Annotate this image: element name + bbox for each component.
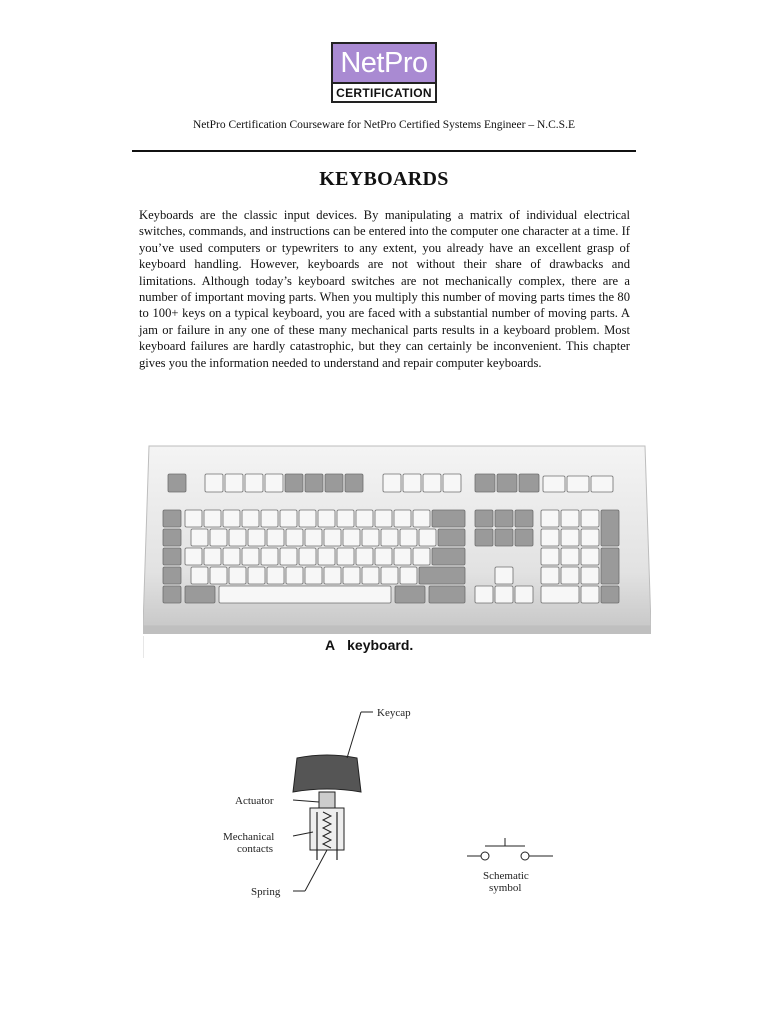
key xyxy=(561,548,579,565)
key xyxy=(400,529,417,546)
key xyxy=(581,548,599,565)
actuator-shape xyxy=(319,792,335,808)
key xyxy=(185,586,215,603)
key xyxy=(561,510,579,527)
label-actuator: Actuator xyxy=(235,795,274,807)
key xyxy=(601,510,619,546)
key xyxy=(362,529,379,546)
key xyxy=(581,510,599,527)
key xyxy=(561,567,579,584)
key xyxy=(325,474,343,492)
key xyxy=(285,474,303,492)
key xyxy=(225,474,243,492)
key xyxy=(229,529,246,546)
key xyxy=(375,510,392,527)
key xyxy=(601,586,619,603)
key xyxy=(591,476,613,492)
key xyxy=(343,567,360,584)
key xyxy=(475,510,493,527)
key xyxy=(403,474,421,492)
key xyxy=(242,510,259,527)
key xyxy=(541,567,559,584)
key xyxy=(324,567,341,584)
key xyxy=(423,474,441,492)
key xyxy=(356,510,373,527)
key xyxy=(337,510,354,527)
label-spring: Spring xyxy=(251,886,281,898)
keyboard-figure xyxy=(143,440,651,658)
key xyxy=(223,510,240,527)
keycap-shape xyxy=(293,755,361,792)
key xyxy=(381,567,398,584)
intro-paragraph: Keyboards are the classic input devices. By manipulating a matrix of individual electrical switches, commands, and instructions can be entered into the computer one character at a time. If you’ve used computers or typewriters to any extent, you already have an excellent grasp of keyboard handling. However, keyboards are not without their share of drawbacks and limitations. Although today’s keyboard switches are not mechanically complex, there are a number of important moving parts. When you multiply this number of moving parts times the 80 to 100+ keys on a typical keyboard, you are faced with a substantial number of moving parts. A jam or failure in any one of these many mechanical parts results in a keyboard problem. Most keyboard failures are hardly catastrophic, but they can certainly be inconvenient. This chapter gives you the information needed to understand and repair computer keyboards. xyxy=(139,208,630,370)
label-contacts: contacts xyxy=(237,843,274,855)
key xyxy=(515,510,533,527)
key xyxy=(581,586,599,603)
key xyxy=(261,548,278,565)
key xyxy=(543,476,565,492)
label-mechanical: Mechanical xyxy=(223,831,275,843)
key xyxy=(413,510,430,527)
key xyxy=(432,548,465,565)
header-divider xyxy=(132,150,636,152)
key xyxy=(413,548,430,565)
logo-subtitle: CERTIFICATION xyxy=(336,86,432,100)
caption-letter: A xyxy=(325,637,336,653)
key xyxy=(475,529,493,546)
key xyxy=(286,567,303,584)
key xyxy=(191,567,208,584)
key xyxy=(267,567,284,584)
key xyxy=(305,474,323,492)
key xyxy=(168,474,186,492)
key xyxy=(280,510,297,527)
label-symbol: symbol xyxy=(489,882,522,894)
key xyxy=(185,548,202,565)
courseware-header: NetPro Certification Courseware for NetPro Certified Systems Engineer – N.C.S.E xyxy=(193,119,575,131)
key xyxy=(356,548,373,565)
label-keycap: Keycap xyxy=(377,707,411,719)
key xyxy=(185,510,202,527)
page-title: KEYBOARDS xyxy=(319,168,449,190)
key xyxy=(394,510,411,527)
key xyxy=(261,510,278,527)
key xyxy=(324,529,341,546)
key xyxy=(495,586,513,603)
key xyxy=(248,529,265,546)
key xyxy=(567,476,589,492)
key xyxy=(204,510,221,527)
key xyxy=(495,567,513,584)
key xyxy=(205,474,223,492)
key xyxy=(286,529,303,546)
key xyxy=(394,548,411,565)
key xyxy=(561,529,579,546)
key xyxy=(242,548,259,565)
key xyxy=(343,529,360,546)
key xyxy=(229,567,246,584)
key xyxy=(163,548,181,565)
key xyxy=(495,529,513,546)
key xyxy=(383,474,401,492)
key xyxy=(438,529,465,546)
keyboard-caption xyxy=(325,637,413,653)
key xyxy=(280,548,297,565)
key xyxy=(581,529,599,546)
key xyxy=(581,567,599,584)
key xyxy=(305,567,322,584)
key xyxy=(318,548,335,565)
key xyxy=(497,474,517,492)
key xyxy=(163,567,181,584)
key xyxy=(362,567,379,584)
key xyxy=(395,586,425,603)
key xyxy=(265,474,283,492)
key xyxy=(299,548,316,565)
keycap-leader xyxy=(347,712,361,758)
key xyxy=(541,586,579,603)
keyboard-image xyxy=(143,440,651,658)
actuator-leader xyxy=(293,800,319,802)
key xyxy=(429,586,465,603)
key xyxy=(210,529,227,546)
key xyxy=(299,510,316,527)
key xyxy=(443,474,461,492)
key xyxy=(163,529,181,546)
key xyxy=(475,474,495,492)
key xyxy=(495,510,513,527)
key xyxy=(191,529,208,546)
key xyxy=(601,548,619,584)
key xyxy=(245,474,263,492)
key xyxy=(305,529,322,546)
key xyxy=(163,510,181,527)
key xyxy=(267,529,284,546)
key xyxy=(541,548,559,565)
key xyxy=(519,474,539,492)
key-switch-diagram xyxy=(215,700,560,905)
key xyxy=(248,567,265,584)
key xyxy=(432,510,465,527)
key xyxy=(375,548,392,565)
key xyxy=(515,529,533,546)
logo-wordmark: NetPro xyxy=(333,44,435,84)
key xyxy=(210,567,227,584)
caption-word: keyboard. xyxy=(347,637,414,653)
key xyxy=(515,586,533,603)
key xyxy=(223,548,240,565)
key xyxy=(318,510,335,527)
key xyxy=(204,548,221,565)
key xyxy=(337,548,354,565)
netpro-logo xyxy=(331,42,437,103)
key xyxy=(219,586,391,603)
key xyxy=(381,529,398,546)
key xyxy=(400,567,417,584)
key xyxy=(475,586,493,603)
key xyxy=(541,510,559,527)
key xyxy=(419,567,465,584)
key xyxy=(163,586,181,603)
key xyxy=(345,474,363,492)
key xyxy=(419,529,436,546)
label-schematic: Schematic xyxy=(483,870,529,882)
key-switch-svg xyxy=(215,700,560,905)
key xyxy=(541,529,559,546)
